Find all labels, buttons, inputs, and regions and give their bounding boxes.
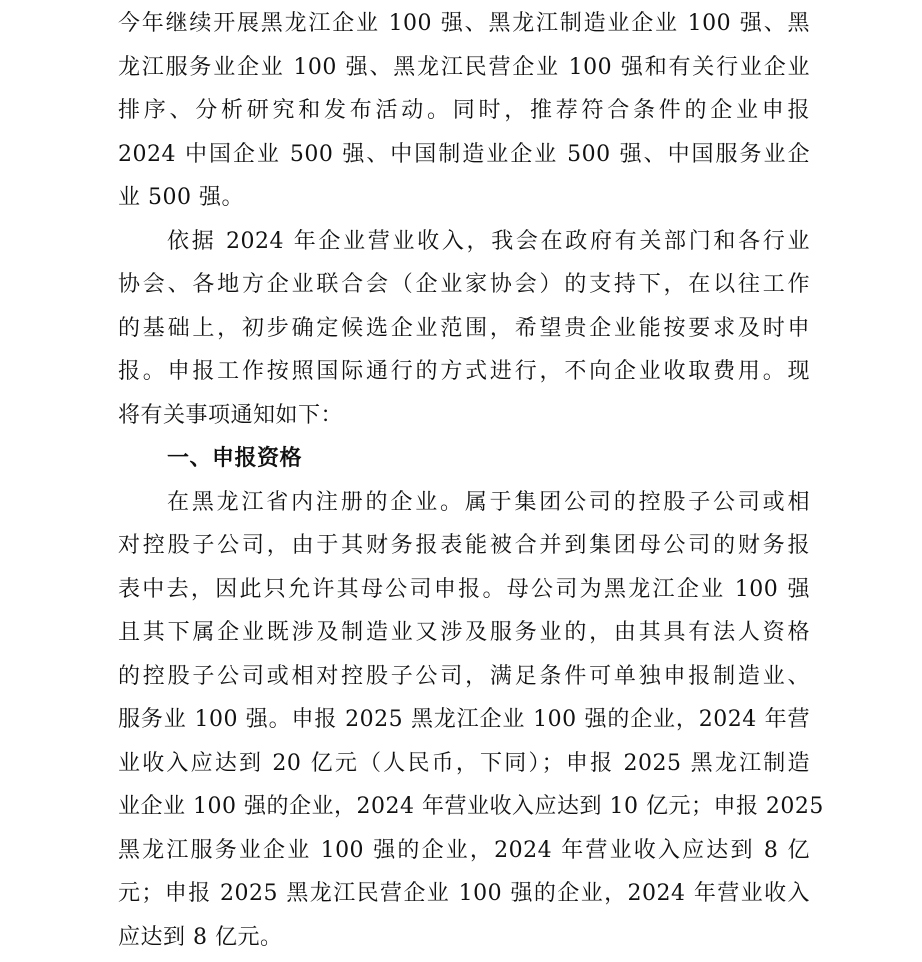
text-line: 排序、分析研究和发布活动。同时，推荐符合条件的企业申报 [118,98,810,123]
paragraph-intro [118,2,810,220]
text-line: 业 500 强。 [118,185,244,210]
text-line: 今年继续开展黑龙江企业 100 强、黑龙江制造业企业 100 强、黑 [118,11,810,36]
text-line: 且其下属企业既涉及制造业又涉及服务业的，由其具有法人资格 [118,620,810,645]
text-line: 2024 中国企业 500 强、中国制造业企业 500 强、中国服务业企 [118,141,810,167]
paragraph-eligibility [118,481,824,960]
text-line: 业企业 100 强的企业，2024 年营业收入应达到 10 亿元；申报 2025 [118,794,824,819]
text-line: 的控股子公司或相对控股子公司，满足条件可单独申报制造业、 [118,663,810,689]
text-line: 对控股子公司，由于其财务报表能被合并到集团母公司的财务报 [118,533,810,558]
text-line: 应达到 8 亿元。 [118,924,283,950]
text-line: 业收入应达到 20 亿元（人民币，下同）；申报 2025 黑龙江制造 [118,750,810,776]
section-heading: 一、申报资格 [167,446,303,471]
text-line: 黑龙江服务业企业 100 强的企业，2024 年营业收入应达到 8 亿 [118,837,810,863]
document-body [118,2,824,959]
text-line: 元；申报 2025 黑龙江民营企业 100 强的企业，2024 年营业收入 [118,881,810,906]
text-line: 协会、各地方企业联合会（企业家协会）的支持下，在以往工作 [118,272,810,297]
text-line: 报。申报工作按照国际通行的方式进行，不向企业收取费用。现 [118,359,810,384]
text-line: 依据 2024 年企业营业收入，我会在政府有关部门和各行业 [167,228,810,254]
text-line: 的基础上，初步确定候选企业范围，希望贵企业能按要求及时申 [118,315,810,341]
text-line: 在黑龙江省内注册的企业。属于集团公司的控股子公司或相 [167,489,810,515]
paragraph-basis [118,220,810,438]
text-line: 将有关事项通知如下： [118,402,344,428]
text-line: 服务业 100 强。申报 2025 黑龙江企业 100 强的企业，2024 年营 [118,707,810,732]
text-line: 龙江服务业企业 100 强、黑龙江民营企业 100 强和有关行业企业 [118,54,810,80]
text-line: 表中去，因此只允许其母公司申报。母公司为黑龙江企业 100 强 [118,576,810,602]
